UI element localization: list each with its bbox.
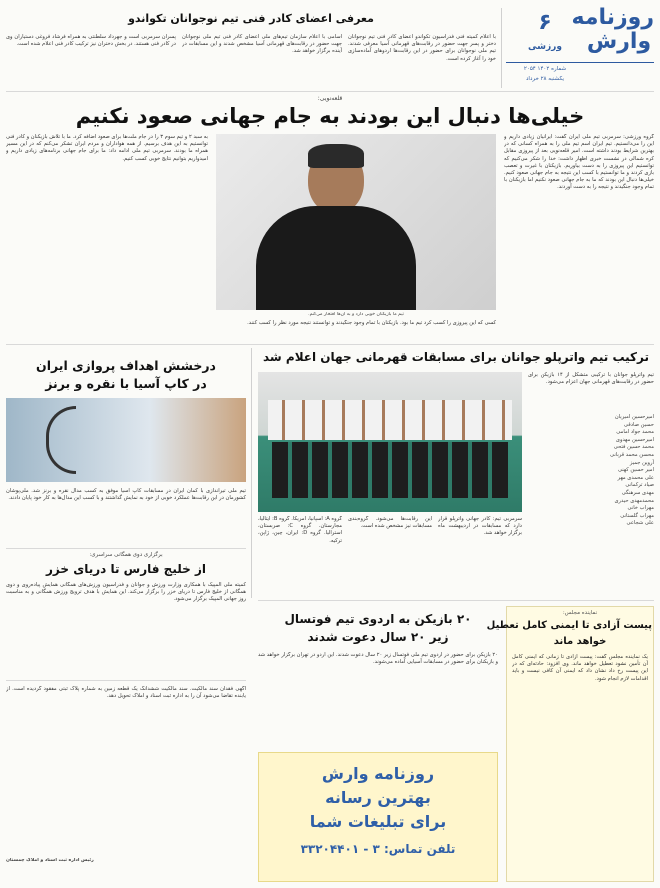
waterpolo-photo bbox=[258, 372, 522, 512]
section-label: ورزشی bbox=[528, 42, 562, 52]
divider-3 bbox=[6, 548, 246, 549]
top-story-col2: اسامی با اعلام سازمان تیم‌های ملی اعضای کادر فنی تیم ملی نوجوانان جهت حضور در رقابت‌های قهرمانی آسیا مشخص شدند و این مسابقات در آینده برگزار خواهد شد. bbox=[182, 34, 342, 55]
ad-line-1: روزنامه وارش bbox=[321, 764, 435, 783]
waterpolo-col-c: گروه A: اسپانیا، آمریکا. گروه B: ایتالیا، مجارستان. گروه C: صربستان، استرالیا. گروه D: ایران، چین، ژاپن، ترکیه. bbox=[258, 516, 342, 544]
roster-item: آروین جمیز bbox=[629, 459, 654, 466]
main-kicker: قلعه‌نویی: bbox=[317, 95, 343, 102]
roster-item: صیاد ترکمانی bbox=[625, 482, 654, 489]
gulf-body: کمیته ملی المپیک با همکاری وزارت ورزش و جوانان و فدراسیون ورزش‌های همگانی همایش پیاده‌روی و دوی همگانی از خلیج فارس تا دریای خزر را برگزار می‌کند. این همایش با هدف ترویج ورزش همگانی و به مناسبت روز جهانی المپیک برگزار می‌شود. bbox=[6, 582, 246, 603]
ad-phone: تلفن تماس: ۳ - ۳۳۲۰۴۴۰۱ bbox=[300, 842, 456, 856]
roster-item: علی شجاعی bbox=[626, 520, 654, 527]
parliament-title-2: خواهد ماند bbox=[553, 636, 607, 647]
parliament-title-1: پیست آزادی تا ایمنی کامل تعطیل bbox=[486, 620, 652, 631]
archery-body: تیم ملی تیراندازی با کمان ایران در مسابقات کاپ آسیا موفق به کسب مدال نقره و برنز شد. ملی‌پوشان کشورمان در این رقابت‌ها عملکرد خوبی از خود به نمایش گذاشتند و با کسب این مدال‌ها به کار خود پایان دادند. bbox=[6, 488, 246, 502]
divider-2 bbox=[6, 344, 654, 345]
issue-info: شماره ۱۴۰۲ ۲۰۵۴ bbox=[523, 66, 567, 72]
team-row-back bbox=[268, 400, 512, 440]
futsal-body: ۲۰ بازیکن برای حضور در اردوی تیم ملی فوتسال زیر ۲۰ سال دعوت شدند. این اردو در تهران برگزار خواهد شد و بازیکنان برای حضور در مسابقات آسیایی آماده می‌شوند. bbox=[258, 652, 498, 666]
waterpolo-roster bbox=[528, 414, 654, 536]
waterpolo-intro: تیم واترپلو جوانان با ترکیبی متشکل از ۱۴ بازیکن برای حضور در رقابت‌های قهرمانی جهان اعزام می‌شود. bbox=[528, 372, 654, 386]
roster-item: محمدمهدی حیدری bbox=[614, 497, 654, 504]
roster-item: امیرحسین مهدوی bbox=[615, 436, 654, 443]
notice-body: آگهی فقدان سند مالکیت. سند مالکیت ششدانگ یک قطعه زمین به شماره پلاک ثبتی مفقود گردیده است. از یابنده تقاضا می‌شود آن را به اداره ثبت اسناد و املاک تحویل دهد. bbox=[6, 686, 246, 700]
gulf-kicker: برگزاری دوی همگانی سراسری: bbox=[89, 552, 163, 558]
roster-item: مهدی سرهنگی bbox=[621, 489, 654, 496]
divider-1 bbox=[6, 91, 654, 92]
masthead bbox=[506, 6, 654, 88]
coach-hair bbox=[308, 144, 364, 168]
page-number: ۶ bbox=[538, 10, 552, 35]
divider-5 bbox=[6, 680, 246, 681]
ad-line-2: بهترین رسانه bbox=[325, 788, 431, 807]
main-photo-caption: تیم ما بازیکنان خوبی دارد و به آن‌ها افتخار می‌کنم. bbox=[308, 312, 404, 317]
main-under-photo: کسی که این پیروزی را کسب کرد تیم ما بود. بازیکنان با تمام وجود جنگیدند و توانستند نتیجه مورد نظر را کسب کنند. bbox=[247, 320, 496, 326]
coach-body bbox=[256, 206, 416, 310]
archery-title-1: درخشش اهداف پروازی ایران bbox=[36, 358, 216, 373]
waterpolo-col-a: سرمربی تیم: کادر جهانی واترپلو قرار دارد که مسابقات در اردیبهشت ماه برگزار خواهد شد. bbox=[438, 516, 522, 537]
main-col-left: به سبد ۲ و تیم سوم ۳ را در جام ملت‌ها برای صعود اضافه کرد. ما با تلاش بازیکنان و کادر فنی توانستیم به این هدف برسیم. از همه هواداران و مردم ایران تشکر می‌کنم که در این مسیر همراه ما بودند. سرمربی تیم ملی ادامه داد: ما برای جام جهانی برنامه‌های زیادی داریم و امیدواریم بتوانیم نتایج خوبی کسب کنیم. bbox=[6, 134, 208, 162]
waterpolo-title: ترکیب تیم واترپلو جوانان برای مسابقات قهرمانی جهان اعلام شد bbox=[262, 350, 649, 364]
main-photo bbox=[216, 134, 496, 310]
roster-item: محمد حسین فتحی bbox=[613, 444, 654, 451]
gulf-title: از خلیج فارس تا دریای خزر bbox=[46, 562, 206, 576]
masthead-logo: روزنامه وارش bbox=[571, 5, 654, 54]
waterpolo-col-b: این رقابت‌ها می‌شود. گروه‌بندی مسابقات نیز مشخص شده است. bbox=[348, 516, 432, 530]
roster-item: امیرحسین امیریان bbox=[614, 414, 654, 420]
top-story-title: معرفی اعضای کادر فنی تیم نوجوانان تکواندو bbox=[128, 12, 374, 25]
top-story-col3: پسران سرمربی است و جهرداد سلطنتی به همراه فرشاد فروغی دستیاران وی در کادر فنی هستند. در بخش دختران نیز ترکیب کادر فنی اعلام شده است. bbox=[6, 34, 176, 48]
bow-shape bbox=[46, 406, 76, 474]
futsal-title-1: ۲۰ بازیکن به اردوی تیم فوتسال bbox=[284, 612, 472, 626]
waterpolo-separator bbox=[251, 348, 252, 598]
main-headline: خیلی‌ها دنبال این بودند به جام جهانی صعود نکنیم bbox=[75, 104, 585, 128]
top-story-col1: با اعلام کمیته فنی فدراسیون تکواندو اعضای کادر فنی تیم نوجوانان دختر و پسر جهت حضور در رقابت‌های قهرمانی آسیا معرفی شدند. تیم ملی نوجوانان برای حضور در این رقابت‌ها اردوهای آماده‌سازی خود را آغاز کرده است. bbox=[348, 34, 496, 62]
roster-item: مهراب گلستانی bbox=[620, 512, 654, 519]
ad-line-3: برای تبلیغات شما bbox=[309, 812, 447, 831]
masthead-separator bbox=[501, 8, 502, 88]
roster-item: امیر حسین کهنی bbox=[617, 467, 654, 474]
parliament-kicker: نماینده مجلس: bbox=[562, 610, 598, 616]
parliament-body: یک نماینده مجلس گفت: پیست آزادی تا زمانی که ایمنی کامل آن تأمین نشود تعطیل خواهد ماند. وی افزود: حادثه‌ای که در این پیست رخ داد نشان داد که ایمنی آن کافی نیست و باید اقدامات لازم انجام شود. bbox=[512, 654, 648, 682]
archery-title-2: در کاپ آسیا با نقره و برنز bbox=[45, 376, 207, 391]
roster-item: محمد جواد امامی bbox=[616, 429, 654, 436]
archery-photo bbox=[6, 398, 246, 482]
roster-item: محسن محمد قربانی bbox=[610, 451, 654, 458]
divider-4 bbox=[258, 600, 654, 601]
roster-item: علی محمدی مهر bbox=[617, 474, 654, 481]
notice-signature: رئیس اداره ثبت اسناد و املاک چمستان bbox=[6, 858, 94, 863]
masthead-divider bbox=[506, 62, 654, 63]
date-info: یکشنبه ۲۸ خرداد bbox=[525, 76, 565, 82]
team-row-front bbox=[272, 442, 508, 498]
roster-item: مهراب خانی bbox=[627, 505, 654, 512]
main-col-right: گروه ورزشی: سرمربی تیم ملی ایران گفت: ایرانیان زیادی داریم و این را می‌دانستیم. تیم ایران اسم تیم ملی را به همراه کسانی که در بهترین شرایط بودند داشته است. امیر قلعه‌نویی بعد از پیروزی مقابل کره شمالی در نشست خبری اظهار داشت: خدا را شکر می‌کنیم که توانستیم این پیروزی را به دست بیاوریم. بازیکنان با غیرت و تعصب بازی کردند و ما توانستیم با کسب این نتیجه به جام جهانی صعود کنیم. خیلی‌ها دنبال این بودند که ما به جام جهانی صعود نکنیم اما بازیکنان با تمام وجود جنگیدند و نتیجه را به دست آوردند. bbox=[504, 134, 654, 191]
roster-item: حسین صادقی bbox=[623, 421, 654, 428]
futsal-title-2: زیر ۲۰ سال دعوت شدند bbox=[307, 630, 449, 644]
